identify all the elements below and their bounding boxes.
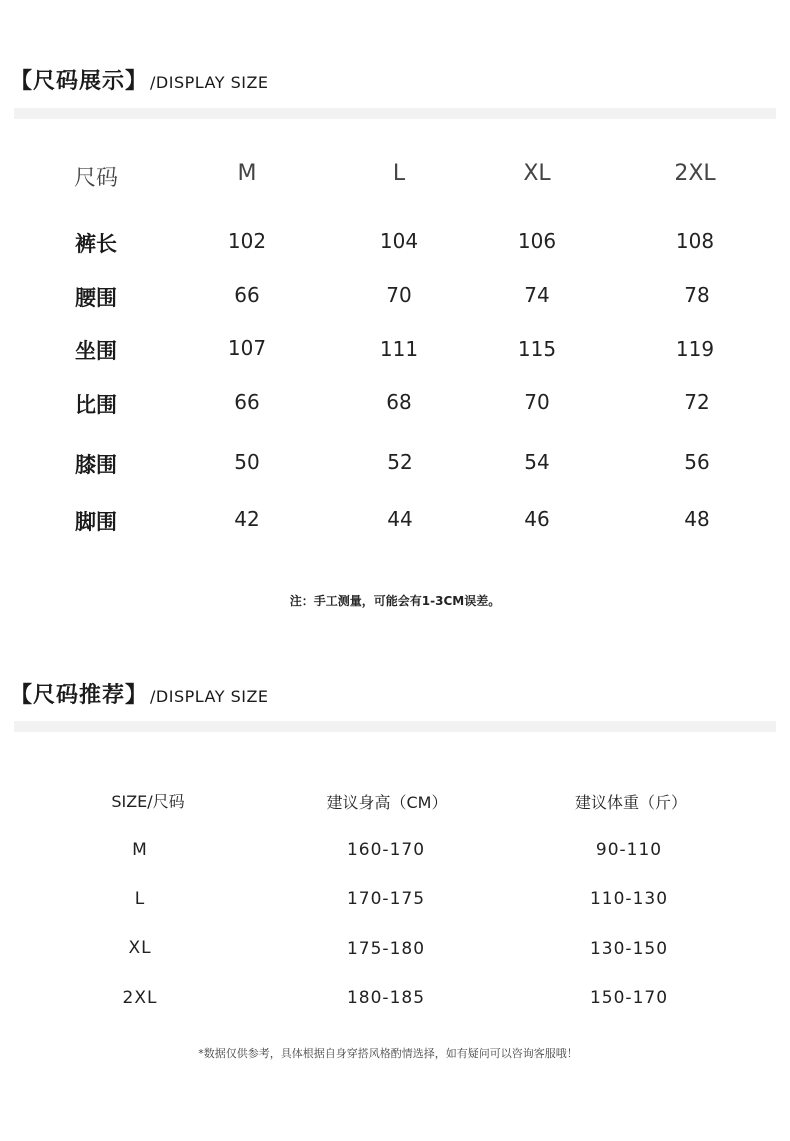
section-divider [14,721,776,732]
table-cell: 2XL [122,988,158,1008]
recommend-header-height: 建议身高（CM） [326,793,448,812]
table-cell: 50 [234,450,260,474]
table-cell: XL [128,938,152,958]
table-cell: 46 [524,507,550,531]
table-cell: 106 [517,229,557,253]
table-cell: 150-170 [589,988,669,1008]
table-cell: 110-130 [589,889,669,909]
measurement-note: 注：手工测量，可能会有1-3CM误差。 [289,594,501,608]
table-cell: 54 [524,450,550,474]
table-cell: 90-110 [595,840,663,860]
table-cell: 107 [227,336,267,360]
size-chart-header-label: 尺码 [73,166,119,191]
table-cell: 68 [386,390,412,414]
section-title-en: /DISPLAY SIZE [150,73,269,92]
section-title-cn: 【尺码推荐】 [10,683,149,708]
row-label: 腰围 [75,286,117,310]
row-label: 脚围 [75,510,117,534]
section-title-cn: 【尺码展示】 [10,69,149,94]
table-cell: 42 [234,507,260,531]
table-cell: L [134,889,146,909]
recommend-header-weight: 建议体重（斤） [574,793,688,812]
table-cell: 130-150 [589,939,669,959]
table-cell: 74 [524,283,550,307]
row-label: 膝围 [75,453,117,477]
table-cell: 78 [684,283,710,307]
table-cell: M [132,840,148,860]
table-cell: 108 [675,229,715,253]
size-chart-header-xl: XL [523,161,551,186]
row-label: 比围 [75,393,117,417]
disclaimer-note: *数据仅供参考，具体根据自身穿搭风格酌情选择，如有疑问可以咨询客服哦！ [198,1047,578,1060]
table-cell: 70 [524,390,550,414]
table-cell: 66 [234,390,260,414]
table-cell: 66 [234,283,260,307]
table-cell: 160-170 [346,840,426,860]
table-cell: 70 [386,283,412,307]
table-cell: 175-180 [346,939,426,959]
row-label: 裤长 [75,232,117,256]
recommend-header-size: SIZE/尺码 [111,792,185,811]
size-chart-header-2xl: 2XL [674,161,716,186]
section-title-display-size [10,64,269,95]
table-cell: 104 [379,229,419,253]
table-cell: 56 [684,450,710,474]
table-cell: 111 [379,337,419,361]
table-cell: 102 [227,229,267,253]
size-chart-header-m: M [237,161,257,186]
section-divider [14,108,776,119]
section-title-en: /DISPLAY SIZE [150,687,269,706]
table-cell: 52 [387,450,413,474]
row-label: 坐围 [75,339,117,363]
table-cell: 180-185 [346,988,426,1008]
table-cell: 170-175 [346,889,426,909]
table-cell: 44 [387,507,413,531]
table-cell: 72 [684,390,710,414]
table-cell: 119 [675,337,715,361]
table-cell: 115 [517,337,557,361]
size-chart-header-l: L [392,161,406,186]
table-cell: 48 [684,507,710,531]
section-title-recommend [10,678,269,709]
